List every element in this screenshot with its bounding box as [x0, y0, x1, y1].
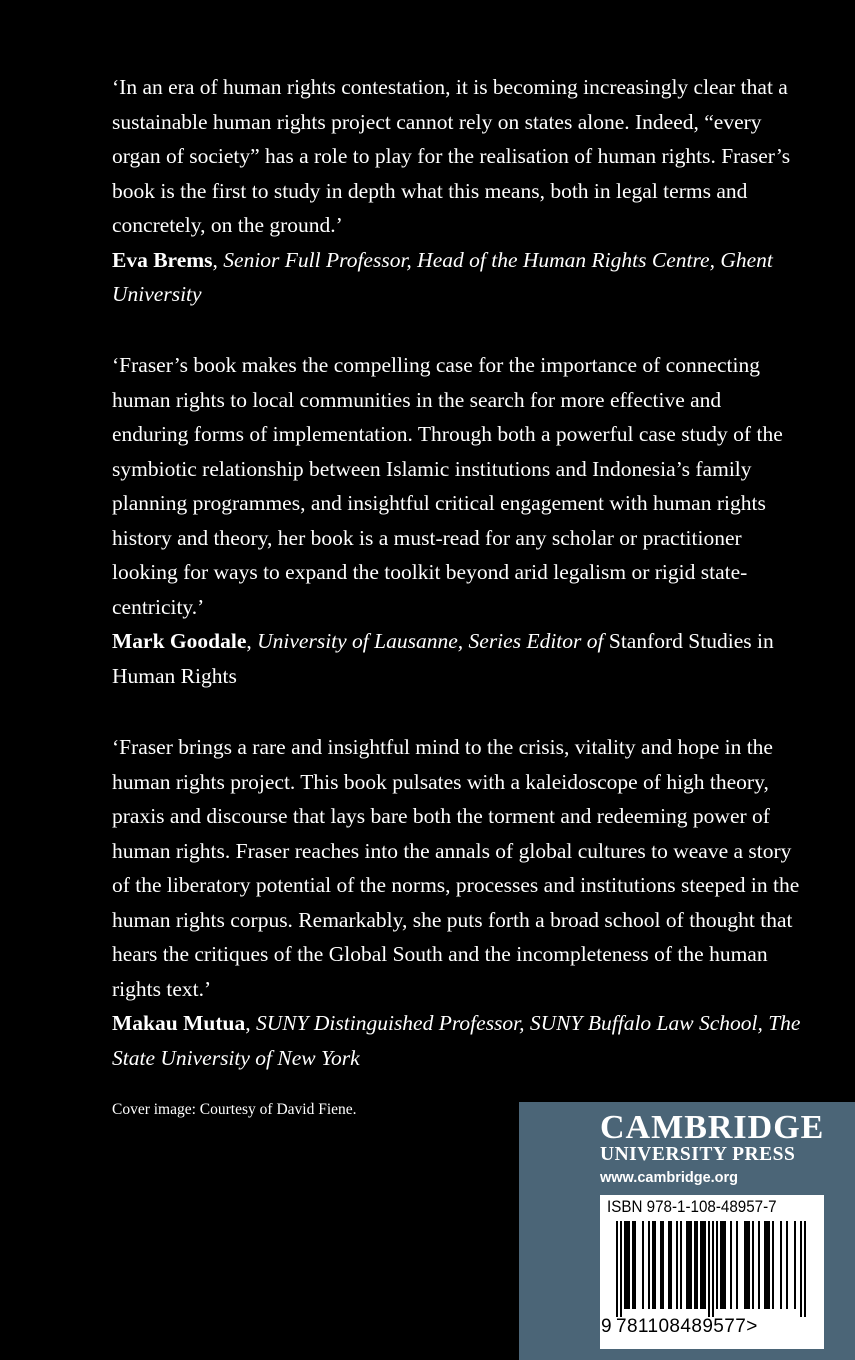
- endorser-name: Eva Brems: [112, 247, 213, 272]
- barcode-bar: [766, 1221, 768, 1309]
- endorsement-attribution: [112, 243, 802, 312]
- barcode-bar: [700, 1221, 702, 1309]
- barcode-bar: [668, 1221, 670, 1309]
- barcode-guard-bar: [800, 1221, 802, 1317]
- barcode-bar: [758, 1221, 760, 1309]
- barcode-guard-bar: [708, 1221, 710, 1317]
- barcode-bar: [688, 1221, 690, 1309]
- barcode-bar: [696, 1221, 698, 1309]
- barcode-guard-bar: [712, 1221, 714, 1317]
- barcode-bar: [694, 1221, 696, 1309]
- endorsement-quote: ‘In an era of human rights contestation, it is becoming increasingly clear that a sustainable human rights project cannot rely on states alone. Indeed, “every organ of society” has a role to play for the realisation of human rights. Fraser’s book is the first to study in depth what this means, both in legal terms and concretely, on the ground.’: [112, 75, 791, 237]
- barcode-bar: [624, 1221, 626, 1309]
- barcode-bar: [642, 1221, 644, 1309]
- endorser-name: Mark Goodale: [112, 629, 247, 653]
- endorsement-1: [112, 70, 802, 312]
- barcode-bar: [746, 1221, 748, 1309]
- endorsement-attribution: [112, 624, 802, 693]
- endorsement-3: [112, 730, 802, 1075]
- barcode-bar: [670, 1221, 672, 1309]
- barcode-bar: [722, 1221, 724, 1309]
- barcode-bar: [702, 1221, 704, 1309]
- barcode-bar: [626, 1221, 628, 1309]
- endorsement-2: [112, 348, 802, 693]
- barcode-image: [611, 1221, 815, 1317]
- endorser-role: University of Lausanne, Series Editor of: [257, 629, 609, 653]
- cover-image-credit: Cover image: Courtesy of David Fiene.: [112, 1101, 357, 1118]
- barcode-first-digit: 9: [601, 1316, 612, 1337]
- barcode-bar: [704, 1221, 706, 1309]
- barcode-bar: [794, 1221, 796, 1309]
- barcode-bar: [720, 1221, 722, 1309]
- barcode-guard-bar: [804, 1221, 806, 1317]
- barcode-bar: [752, 1221, 754, 1309]
- barcode-bar: [662, 1221, 664, 1309]
- barcode-bar: [648, 1221, 650, 1309]
- isbn-barcode-panel: [600, 1195, 824, 1349]
- attribution-separator: ,: [246, 629, 258, 653]
- barcode-bar: [652, 1221, 654, 1309]
- barcode-bar: [786, 1221, 788, 1309]
- endorser-role: Senior Full Professor, Head of the Human Rights Centre, Ghent University: [112, 247, 773, 306]
- endorsement-quote: ‘Fraser brings a rare and insightful mind to the crisis, vitality and hope in the human rights project. This book pulsates with a kaleidoscope of high theory, praxis and discourse that lays bare both the torment and redeeming power of human rights. Fraser reaches into the annals of global cultures to weave a story of the liberatory potential of the norms, processes and institutions steeped in the human rights corpus. Remarkably, she puts forth a broad school of thought that hears the critiques of the Global South and the incompleteness of the human rights text.’: [112, 735, 800, 1001]
- barcode-guard-bar: [616, 1221, 618, 1317]
- publisher-logo-wordmark: CAMBRIDGE: [600, 1109, 825, 1146]
- series-title: Stanford Studies in Human Rights: [112, 629, 774, 688]
- barcode-bar: [686, 1221, 688, 1309]
- barcode-bar: [768, 1221, 770, 1309]
- barcode-bar: [716, 1221, 718, 1309]
- barcode-bar: [690, 1221, 692, 1309]
- endorser-role: SUNY Distinguished Professor, SUNY Buffalo Law School, The State University of New York: [112, 1011, 801, 1070]
- barcode-bar: [780, 1221, 782, 1309]
- publisher-subname: UNIVERSITY PRESS: [600, 1144, 796, 1165]
- barcode-guard-bar: [620, 1221, 622, 1317]
- barcode-bar: [660, 1221, 662, 1309]
- barcode-bar: [632, 1221, 634, 1309]
- barcode-bar: [744, 1221, 746, 1309]
- endorsement-attribution: [112, 1006, 802, 1075]
- barcode-digit-string: 781108489577>: [616, 1316, 758, 1337]
- barcode-bar: [634, 1221, 636, 1309]
- publisher-panel: [519, 1102, 855, 1360]
- endorser-name: Makau Mutua: [112, 1011, 246, 1035]
- barcode-bar: [628, 1221, 630, 1309]
- attribution-separator: ,: [245, 1011, 256, 1035]
- barcode-bar: [730, 1221, 732, 1309]
- publisher-url: www.cambridge.org: [600, 1170, 739, 1186]
- barcode-bar: [654, 1221, 656, 1309]
- barcode-bar: [748, 1221, 750, 1309]
- barcode-bar: [676, 1221, 678, 1309]
- isbn-label: ISBN 978-1-108-48957-7: [607, 1198, 777, 1216]
- barcode-bar: [680, 1221, 682, 1309]
- barcode-bar: [764, 1221, 766, 1309]
- barcode-bar: [772, 1221, 774, 1309]
- barcode-bar: [724, 1221, 726, 1309]
- barcode-bar: [736, 1221, 738, 1309]
- endorsement-quote: ‘Fraser’s book makes the compelling case for the importance of connecting human rights to local communities in the search for more effective and enduring forms of implementation. Through both a powerful case study of the symbiotic relationship between Islamic institutions and Indonesia’s family planning programmes, and insightful critical engagement with human rights history and theory, her book is a must-read for any scholar or practitioner looking for ways to expand the toolkit beyond arid legalism or rigid state-centricity.’: [112, 353, 783, 619]
- attribution-separator: ,: [212, 247, 224, 272]
